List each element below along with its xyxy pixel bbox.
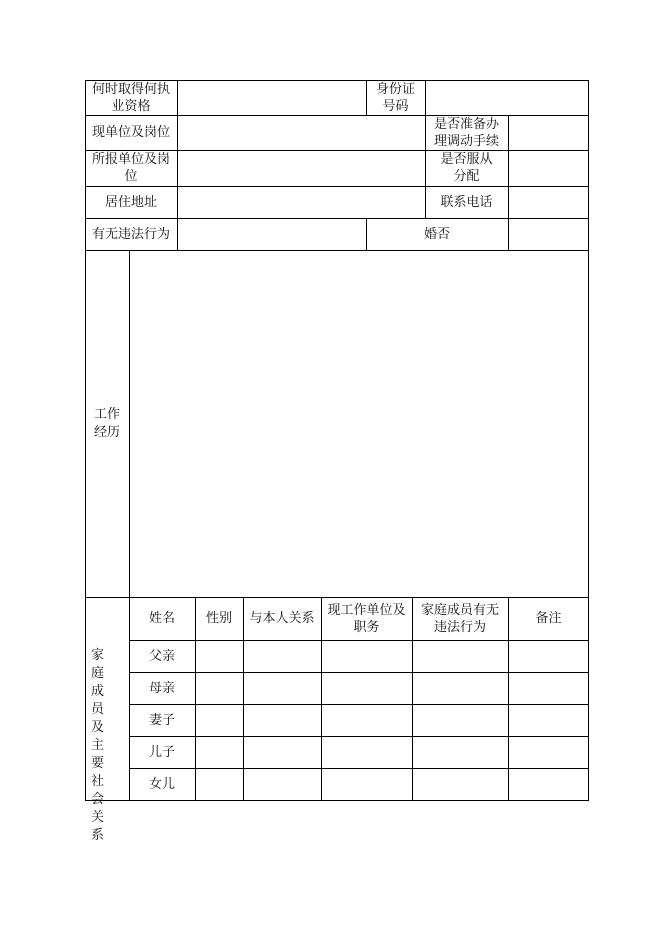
family-member-name: 父亲 [148, 648, 175, 664]
accept-assignment-label: 是否服从 分配 [440, 152, 493, 184]
qualification-label: 何时取得何执 业资格 [91, 81, 170, 114]
marital-status-label: 婚否 [423, 226, 450, 242]
illegal-conduct-field[interactable] [177, 218, 366, 250]
family-header-gender: 性别 [205, 611, 232, 626]
qualification-field[interactable] [177, 80, 366, 115]
transfer-procedure-field[interactable] [508, 115, 589, 150]
phone-field[interactable] [508, 186, 589, 218]
current-unit-label: 现单位及岗位 [91, 125, 170, 140]
row-divider [129, 736, 589, 737]
family-member-name: 妻子 [148, 712, 175, 728]
applied-unit-label: 所报单位及岗 位 [91, 152, 170, 184]
phone-label: 联系电话 [440, 194, 493, 210]
family-header-workplace: 现工作单位及 职务 [327, 602, 406, 635]
address-label: 居住地址 [104, 194, 157, 210]
current-unit-field[interactable] [177, 115, 425, 150]
id-number-label: 身份证 号码 [375, 81, 415, 114]
family-member-name: 儿子 [148, 744, 175, 760]
id-number-field[interactable] [425, 80, 589, 115]
family-member-name: 母亲 [148, 680, 175, 696]
work-history-label: 工作 经历 [93, 406, 120, 440]
family-header-relationship: 与本人关系 [249, 611, 315, 626]
row-divider [129, 672, 589, 673]
row-divider [129, 704, 589, 705]
work-history-field[interactable] [129, 250, 589, 597]
family-header-remarks: 备注 [535, 611, 562, 626]
address-field[interactable] [177, 186, 425, 218]
applied-unit-field[interactable] [177, 150, 425, 186]
row-divider [129, 640, 589, 641]
family-header-name: 姓名 [148, 611, 175, 626]
family-member-name: 女儿 [148, 776, 175, 792]
marital-status-field[interactable] [508, 218, 589, 250]
row-divider [129, 768, 589, 769]
family-relations-label: 家庭成员及主要社会关系 [91, 648, 117, 843]
table-border-bottom [85, 800, 589, 801]
family-header-illegal-conduct: 家庭成员有无 违法行为 [420, 602, 499, 635]
registration-form-table [85, 80, 589, 843]
illegal-conduct-label: 有无违法行为 [91, 226, 170, 242]
transfer-procedure-label: 是否准备办 理调动手续 [433, 116, 499, 149]
accept-assignment-field[interactable] [508, 150, 589, 186]
